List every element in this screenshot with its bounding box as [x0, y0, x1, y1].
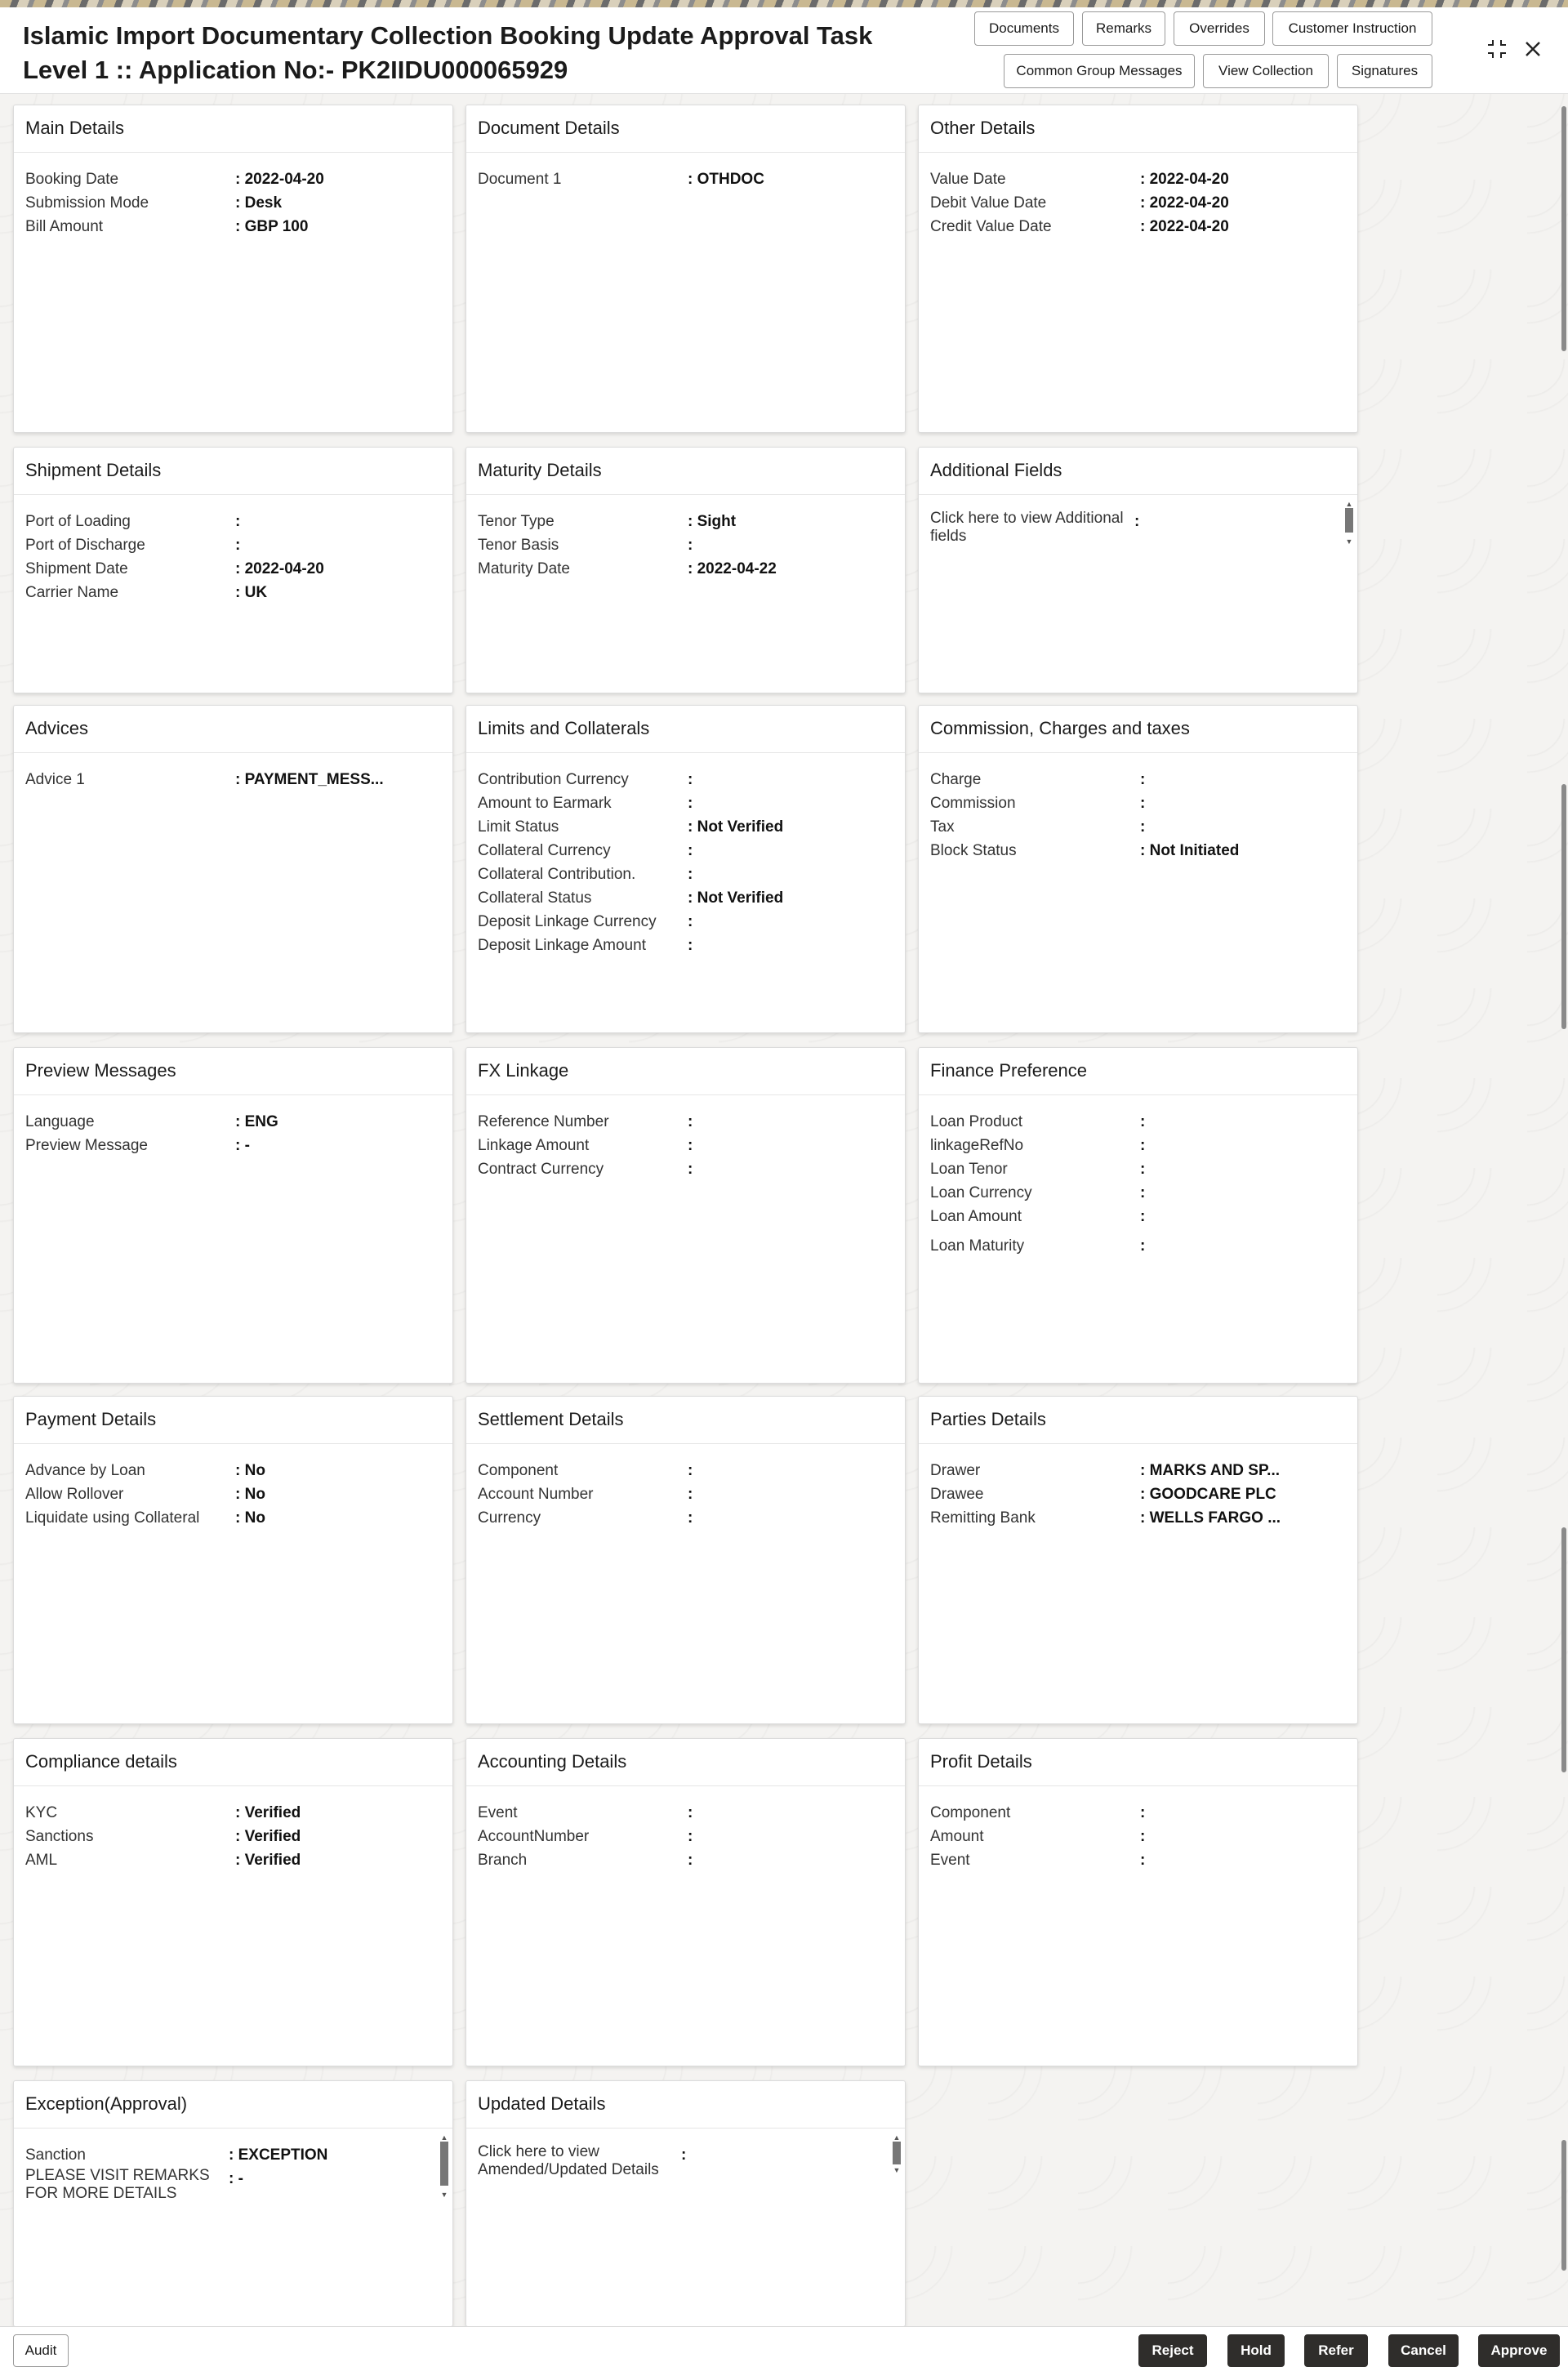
field-value: : Verified: [235, 1804, 301, 1821]
detail-row: [478, 1506, 893, 1530]
common-group-messages-button[interactable]: Common Group Messages: [1004, 54, 1195, 88]
field-value: : Not Verified: [688, 889, 784, 907]
field-label: Sanctions: [25, 1828, 94, 1845]
hold-button[interactable]: Hold: [1227, 2334, 1285, 2367]
commission-charges-card: [918, 705, 1358, 1033]
card-title: Updated Details: [466, 2081, 905, 2129]
detail-row: [25, 2167, 441, 2203]
card-title: Other Details: [919, 105, 1357, 153]
field-value: : ENG: [235, 1113, 278, 1130]
field-value: :: [688, 1804, 693, 1821]
field-value: :: [688, 1137, 693, 1154]
detail-row: [930, 1134, 1346, 1157]
detail-row: [930, 1459, 1346, 1482]
field-value: : Not Verified: [688, 818, 784, 836]
page-title: [23, 19, 921, 87]
field-value: :: [1140, 1804, 1146, 1821]
card-title: Finance Preference: [919, 1048, 1357, 1095]
additional-fields-card: [918, 447, 1358, 693]
field-label: Remitting Bank: [930, 1509, 1036, 1527]
field-label: Component: [930, 1804, 1011, 1821]
field-value: : Not Initiated: [1140, 842, 1240, 859]
field-value: : 2022-04-20: [1140, 218, 1229, 235]
payment-details-card: [13, 1396, 453, 1724]
task-header: [0, 7, 1568, 94]
field-label: Bill Amount: [25, 218, 104, 235]
field-label: Booking Date: [25, 171, 119, 188]
field-label: Tax: [930, 818, 955, 836]
field-value: :: [688, 1852, 693, 1869]
field-label: Sanction: [25, 2146, 86, 2164]
parties-details-card: [918, 1396, 1358, 1724]
field-label: Loan Maturity: [930, 1237, 1025, 1255]
detail-row: [930, 1205, 1346, 1228]
field-value: : No: [235, 1486, 265, 1503]
view-collection-button[interactable]: View Collection: [1203, 54, 1329, 88]
field-value: :: [688, 1828, 693, 1845]
detail-row: [478, 1482, 893, 1506]
detail-row: [930, 1482, 1346, 1506]
field-label: Charge: [930, 771, 982, 788]
detail-row: [478, 768, 893, 791]
detail-row: [930, 1848, 1346, 1872]
field-label: Tenor Type: [478, 513, 555, 530]
card-title: Main Details: [14, 105, 452, 153]
field-value: : WELLS FARGO ...: [1140, 1509, 1281, 1527]
field-label: Deposit Linkage Currency: [478, 913, 657, 930]
field-label: Loan Currency: [930, 1184, 1032, 1201]
detail-row: [478, 1134, 893, 1157]
detail-row: [25, 1848, 441, 1872]
field-value: : MARKS AND SP...: [1140, 1462, 1281, 1479]
field-label: Loan Amount: [930, 1208, 1022, 1225]
detail-row: [25, 1110, 441, 1134]
card-title: Parties Details: [919, 1397, 1357, 1444]
maturity-details-card: [466, 447, 906, 693]
detail-row: [930, 1181, 1346, 1205]
detail-row: [25, 1801, 441, 1825]
detail-row: [930, 815, 1346, 839]
detail-row: [25, 533, 441, 557]
compliance-details-card: [13, 1738, 453, 2066]
detail-row: [478, 1459, 893, 1482]
field-label: Maturity Date: [478, 560, 570, 577]
field-value: :: [235, 537, 241, 554]
limits-collaterals-card: [466, 705, 906, 1033]
detail-row: [478, 815, 893, 839]
field-label: Credit Value Date: [930, 218, 1052, 235]
field-value: :: [688, 1486, 693, 1503]
detail-row: [930, 768, 1346, 791]
detail-row: [478, 533, 893, 557]
fx-linkage-card: [466, 1047, 906, 1384]
card-title: Exception(Approval): [14, 2081, 452, 2129]
detail-row: [930, 791, 1346, 815]
card-title: Limits and Collaterals: [466, 706, 905, 753]
other-details-card: [918, 105, 1358, 433]
field-label: Component: [478, 1462, 559, 1479]
reject-button[interactable]: Reject: [1138, 2334, 1207, 2367]
field-value: :: [1140, 1828, 1146, 1845]
field-label: Contract Currency: [478, 1161, 604, 1178]
detail-row: [25, 557, 441, 581]
card-title: Accounting Details: [466, 1739, 905, 1786]
detail-row: [478, 1825, 893, 1848]
field-label: linkageRefNo: [930, 1137, 1024, 1154]
detail-row: [930, 191, 1346, 215]
document-details-card: [466, 105, 906, 433]
cancel-button[interactable]: Cancel: [1388, 2334, 1459, 2367]
field-label: Port of Loading: [25, 513, 131, 530]
field-value: : 2022-04-22: [688, 560, 777, 577]
advices-card: [13, 705, 453, 1033]
detail-row: [478, 886, 893, 910]
detail-row: [930, 167, 1346, 191]
documents-button[interactable]: Documents: [974, 11, 1074, 46]
detail-row: [478, 791, 893, 815]
field-value: : UK: [235, 584, 268, 601]
field-label: Contribution Currency: [478, 771, 629, 788]
field-value: :: [688, 1161, 693, 1178]
field-value: : EXCEPTION: [229, 2146, 328, 2164]
field-value: :: [1140, 1237, 1146, 1255]
overrides-button[interactable]: Overrides: [1174, 11, 1265, 46]
field-value: : Verified: [235, 1852, 301, 1869]
card-title: Advices: [14, 706, 452, 753]
card-title: Commission, Charges and taxes: [919, 706, 1357, 753]
field-label: Currency: [478, 1509, 541, 1527]
updated-details-card: [466, 2080, 906, 2327]
detail-row: [25, 1825, 441, 1848]
signatures-button[interactable]: Signatures: [1337, 54, 1432, 88]
field-value: :: [688, 795, 693, 812]
field-value: : Verified: [235, 1828, 301, 1845]
card-title: FX Linkage: [466, 1048, 905, 1095]
field-label: Account Number: [478, 1486, 594, 1503]
action-footer: [0, 2326, 1568, 2367]
field-value: : 2022-04-20: [1140, 171, 1229, 188]
field-label: Limit Status: [478, 818, 559, 836]
field-value: :: [688, 913, 693, 930]
field-value: :: [688, 537, 693, 554]
field-label: Commission: [930, 795, 1016, 812]
field-label: Liquidate using Collateral: [25, 1509, 200, 1527]
card-scrollbar[interactable]: ▲ ▼: [440, 2133, 448, 2199]
detail-row: [930, 1234, 1346, 1258]
field-value: : GBP 100: [235, 218, 309, 235]
detail-row: [478, 1848, 893, 1872]
field-value: :: [688, 1113, 693, 1130]
field-value: : No: [235, 1509, 265, 1527]
field-label: Drawee: [930, 1486, 984, 1503]
detail-row: [25, 1134, 441, 1157]
field-value: :: [1140, 1113, 1146, 1130]
preview-messages-card: [13, 1047, 453, 1384]
field-value: :: [1140, 1161, 1146, 1178]
detail-row: [25, 581, 441, 604]
shipment-details-card: [13, 447, 453, 693]
detail-row: [930, 1506, 1346, 1530]
field-label: Amount: [930, 1828, 984, 1845]
settlement-details-card: [466, 1396, 906, 1724]
field-value: :: [688, 1462, 693, 1479]
card-title: Maturity Details: [466, 448, 905, 495]
detail-row: [478, 934, 893, 957]
field-value: :: [1134, 513, 1140, 530]
card-title: Additional Fields: [919, 448, 1357, 495]
field-value: : No: [235, 1462, 265, 1479]
close-icon[interactable]: [1522, 38, 1544, 64]
profit-details-card: [918, 1738, 1358, 2066]
field-label: AccountNumber: [478, 1828, 590, 1845]
detail-row: [25, 191, 441, 215]
field-value: :: [1140, 818, 1146, 836]
field-value: : Desk: [235, 194, 283, 212]
detail-row: [478, 557, 893, 581]
field-value: : 2022-04-20: [1140, 194, 1229, 212]
detail-row[interactable]: [478, 2143, 893, 2179]
field-label: Language: [25, 1113, 95, 1130]
field-label: Preview Message: [25, 1137, 148, 1154]
card-title: Document Details: [466, 105, 905, 153]
field-label: Collateral Currency: [478, 842, 611, 859]
finance-preference-card: [918, 1047, 1358, 1384]
card-scrollbar[interactable]: ▲ ▼: [893, 2133, 901, 2174]
field-value: :: [1140, 1852, 1146, 1869]
field-label: Advance by Loan: [25, 1462, 145, 1479]
field-value: :: [1140, 795, 1146, 812]
field-label: Port of Discharge: [25, 537, 145, 554]
audit-button[interactable]: Audit: [13, 2334, 69, 2367]
field-label: Collateral Contribution.: [478, 866, 636, 883]
field-label: Event: [478, 1804, 518, 1821]
field-label: Allow Rollover: [25, 1486, 124, 1503]
field-value: : OTHDOC: [688, 171, 764, 188]
field-value: : -: [229, 2170, 243, 2187]
field-value: :: [235, 513, 241, 530]
detail-row: [478, 1157, 893, 1181]
field-value: :: [688, 842, 693, 859]
detail-row: [930, 839, 1346, 863]
detail-row: [478, 910, 893, 934]
detail-row: [478, 863, 893, 886]
card-title: Settlement Details: [466, 1397, 905, 1444]
detail-row: [25, 1482, 441, 1506]
detail-row: [478, 1801, 893, 1825]
field-value: :: [1140, 1208, 1146, 1225]
card-title: Payment Details: [14, 1397, 452, 1444]
detail-row[interactable]: [930, 510, 1346, 546]
detail-row: [25, 768, 441, 791]
updated-details-link[interactable]: Click here to view Amended/Updated Details: [478, 2143, 659, 2178]
title-line-1: Islamic Import Documentary Collection Booking Update Approval Task: [23, 21, 873, 50]
field-value: : -: [235, 1137, 250, 1154]
accounting-details-card: [466, 1738, 906, 2066]
main-details-card: [13, 105, 453, 433]
field-value: :: [1140, 1184, 1146, 1201]
field-value: :: [1140, 771, 1146, 788]
field-label: Carrier Name: [25, 584, 119, 601]
field-label: Deposit Linkage Amount: [478, 937, 646, 954]
minimize-window-icon[interactable]: [1485, 37, 1509, 65]
field-value: :: [688, 866, 693, 883]
refer-button[interactable]: Refer: [1304, 2334, 1368, 2367]
detail-row: [930, 1157, 1346, 1181]
field-label: Loan Tenor: [930, 1161, 1008, 1178]
field-label: Collateral Status: [478, 889, 592, 907]
field-label: Amount to Earmark: [478, 795, 612, 812]
remarks-button[interactable]: Remarks: [1082, 11, 1165, 46]
field-value: :: [688, 937, 693, 954]
detail-row: [25, 215, 441, 238]
exception-approval-card: [13, 2080, 453, 2327]
card-scrollbar[interactable]: ▲ ▼: [1345, 500, 1353, 546]
detail-row: [930, 1110, 1346, 1134]
page-scrollbar[interactable]: [1560, 98, 1568, 2303]
card-title: Shipment Details: [14, 448, 452, 495]
customer-instruction-button[interactable]: Customer Instruction: [1272, 11, 1432, 46]
field-label: Reference Number: [478, 1113, 609, 1130]
field-label: Debit Value Date: [930, 194, 1047, 212]
card-title: Preview Messages: [14, 1048, 452, 1095]
field-label: Shipment Date: [25, 560, 128, 577]
additional-fields-link[interactable]: Click here to view Additional fields: [930, 510, 1124, 545]
field-value: :: [1140, 1137, 1146, 1154]
detail-row: [478, 510, 893, 533]
field-label: KYC: [25, 1804, 58, 1821]
field-value: : PAYMENT_MESS...: [235, 771, 384, 788]
detail-row: [930, 1825, 1346, 1848]
field-label: Branch: [478, 1852, 528, 1869]
title-line-2: Level 1 :: Application No:- PK2IIDU000065929: [23, 56, 568, 84]
field-label: PLEASE VISIT REMARKS FOR MORE DETAILS: [25, 2167, 210, 2202]
detail-row: [25, 510, 441, 533]
field-label: Document 1: [478, 171, 562, 188]
field-label: Linkage Amount: [478, 1137, 590, 1154]
detail-row: [478, 167, 893, 191]
field-label: Block Status: [930, 842, 1017, 859]
card-title: Compliance details: [14, 1739, 452, 1786]
detail-row: [25, 1459, 441, 1482]
field-value: : GOODCARE PLC: [1140, 1486, 1276, 1503]
detail-row: [25, 1506, 441, 1530]
field-value: :: [681, 2146, 687, 2164]
field-value: : Sight: [688, 513, 737, 530]
detail-row: [478, 1110, 893, 1134]
approve-button[interactable]: Approve: [1478, 2334, 1560, 2367]
detail-row: [25, 167, 441, 191]
field-value: : 2022-04-20: [235, 560, 324, 577]
field-label: Tenor Basis: [478, 537, 559, 554]
card-title: Profit Details: [919, 1739, 1357, 1786]
field-label: Value Date: [930, 171, 1006, 188]
field-label: Loan Product: [930, 1113, 1023, 1130]
decorative-banner-strip: [0, 0, 1568, 7]
detail-row: [478, 839, 893, 863]
field-label: AML: [25, 1852, 58, 1869]
field-value: :: [688, 1509, 693, 1527]
field-label: Drawer: [930, 1462, 981, 1479]
field-label: Advice 1: [25, 771, 85, 788]
detail-row: [930, 1801, 1346, 1825]
field-label: Event: [930, 1852, 970, 1869]
field-label: Submission Mode: [25, 194, 149, 212]
detail-row: [25, 2143, 441, 2167]
detail-row: [930, 215, 1346, 238]
field-value: : 2022-04-20: [235, 171, 324, 188]
field-value: :: [688, 771, 693, 788]
